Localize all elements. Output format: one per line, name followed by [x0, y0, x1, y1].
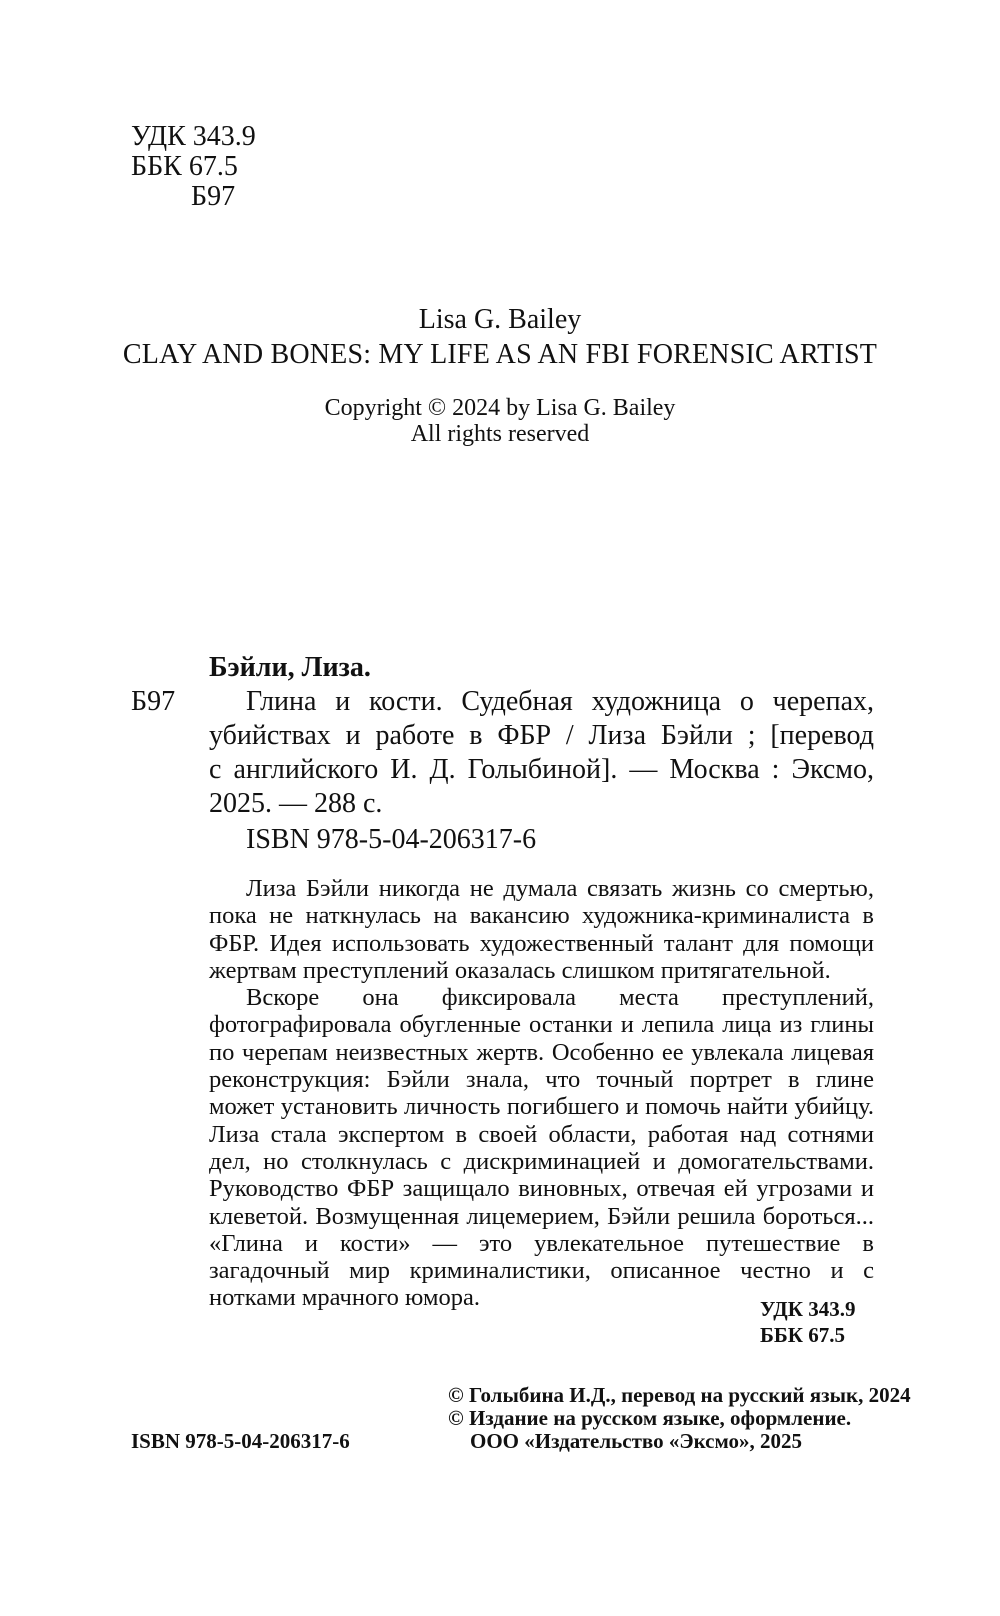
catalog-entry-line: с английского И. Д. Голыбиной]. — Москва : Эксмо,	[209, 754, 874, 785]
copyright-publisher: ООО «Издательство «Эксмо», 2025	[470, 1429, 803, 1453]
annotation	[209, 875, 874, 1312]
catalog-entry-line: 2025. — 288 с.	[209, 788, 383, 819]
footer-udk: УДК 343.9	[760, 1297, 856, 1321]
catalog-mark: Б97	[131, 686, 176, 717]
bbk-code: ББК 67.5	[131, 151, 238, 182]
rights-line: All rights reserved	[410, 421, 590, 447]
catalog-entry-line: Глина и кости. Судебная художница о черепах,	[246, 686, 874, 717]
annotation-paragraph: Лиза Бэйли никогда не думала связать жизнь со смертью, пока не наткнулась на вакансию художника-криминалиста в ФБР. Идея использовать художественный талант для помощи жертвам преступлений оказалась слишком притягательной.	[209, 875, 874, 984]
footer-bbk: ББК 67.5	[760, 1323, 845, 1347]
copyright-translation: © Голыбина И.Д., перевод на русский язык, 2024	[448, 1383, 911, 1407]
copyright-edition: © Издание на русском языке, оформление.	[448, 1406, 852, 1430]
original-author: Lisa G. Bailey	[418, 304, 582, 335]
copyright-line: Copyright © 2024 by Lisa G. Bailey	[324, 395, 676, 421]
original-title: CLAY AND BONES: MY LIFE AS AN FBI FORENSIC ARTIST	[122, 339, 878, 370]
catalog-isbn: ISBN 978-5-04-206317-6	[246, 824, 537, 855]
annotation-paragraph: Вскоре она фиксировала места преступлений, фотографировала обугленные останки и лепила лица из глины по черепам неизвестных жертв. Особенно ее увлекала лицевая реконструкция: Бэйли знала, что точный портрет в глине может установить личность погибшего и помочь найти убийцу. Лиза стала экспертом в своей области, работая над сотнями дел, но столкнулась с дискриминацией и домогательствами. Руководство ФБР защищало виновных, отвечая ей угрозами и клеветой. Возмущенная лицемерием, Бэйли решила бороться... «Глина и кости» — это увлекательное путешествие в загадочный мир криминалистики, описанное честно и с нотками мрачного юмора.	[209, 984, 874, 1312]
footer-isbn: ISBN 978-5-04-206317-6	[131, 1429, 350, 1453]
catalog-entry-line: убийствах и работе в ФБР / Лиза Бэйли ; [перевод	[209, 720, 874, 751]
catalog-author-heading: Бэйли, Лиза.	[209, 652, 371, 683]
catalog-entry	[209, 687, 874, 819]
udk-code: УДК 343.9	[131, 121, 256, 152]
author-mark: Б97	[191, 181, 236, 212]
